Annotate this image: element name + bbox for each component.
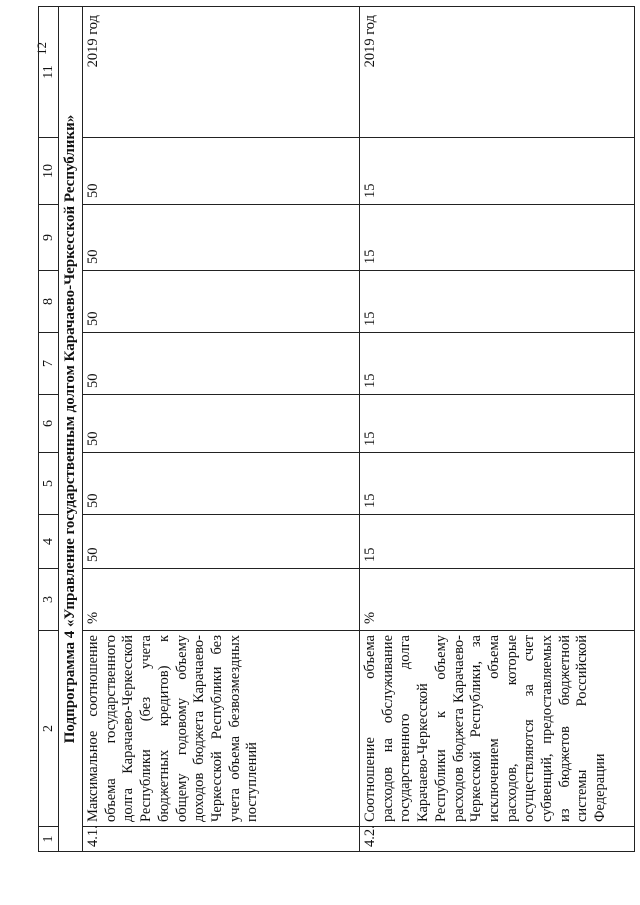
value-cell: 50 [83,205,360,271]
indicator-description: Максимальное соотношение объема государственного долга Карачаево-Черкесской Республики (без учета бюджетных кредитов) к общему годовому объему доходов бюджета Карачаево-Черкесской Республики без учета объема безвозмездных поступлений [83,631,360,827]
subprogram-title: Подпрограмма 4 «Управление государственным долгом Карачаево-Черкесской Республики» [59,7,83,852]
table-row [83,7,360,852]
column-number-header-row [39,7,59,852]
value-cell: 15 [360,271,635,333]
column-header: 9 [39,205,59,271]
value-cell: 50 [83,395,360,453]
column-header: 5 [39,453,59,515]
value-cell: 15 [360,205,635,271]
value-cell: 50 [83,271,360,333]
column-header: 11 [39,7,59,138]
unit-cell: % [360,569,635,631]
column-header: 7 [39,333,59,395]
value-cell: 15 [360,333,635,395]
row-number: 4.2. [360,827,635,852]
column-header: 4 [39,515,59,569]
value-cell: 50 [83,515,360,569]
value-cell: 15 [360,453,635,515]
column-header: 10 [39,138,59,205]
column-header: 3 [39,569,59,631]
subprogram-row [59,7,83,852]
column-header: 8 [39,271,59,333]
value-cell: 50 [83,333,360,395]
value-cell: 15 [360,138,635,205]
unit-cell: % [83,569,360,631]
value-cell: 15 [360,515,635,569]
column-header: 1 [39,827,59,852]
value-cell: 50 [83,453,360,515]
row-number: 4.1. [83,827,360,852]
year-cell: 2019 год [83,7,360,138]
indicator-description: Соотношение объема расходов на обслуживание государственного долга Карачаево-Черкесской Республики к объему расходов бюджета Карачаево-Черкесской Республики, за исключением объема расходов, которые осуществляются за счет субвенций, предоставляемых из бюджетов бюджетной системы Российской Федерации [360,631,635,827]
column-header: 2 [39,631,59,827]
column-header: 6 [39,395,59,453]
table-row [360,7,635,852]
indicators-table [38,6,635,852]
year-cell: 2019 год [360,7,635,138]
value-cell: 15 [360,395,635,453]
page-number: 12 [34,42,49,55]
value-cell: 50 [83,138,360,205]
rotated-table-container [38,7,608,852]
